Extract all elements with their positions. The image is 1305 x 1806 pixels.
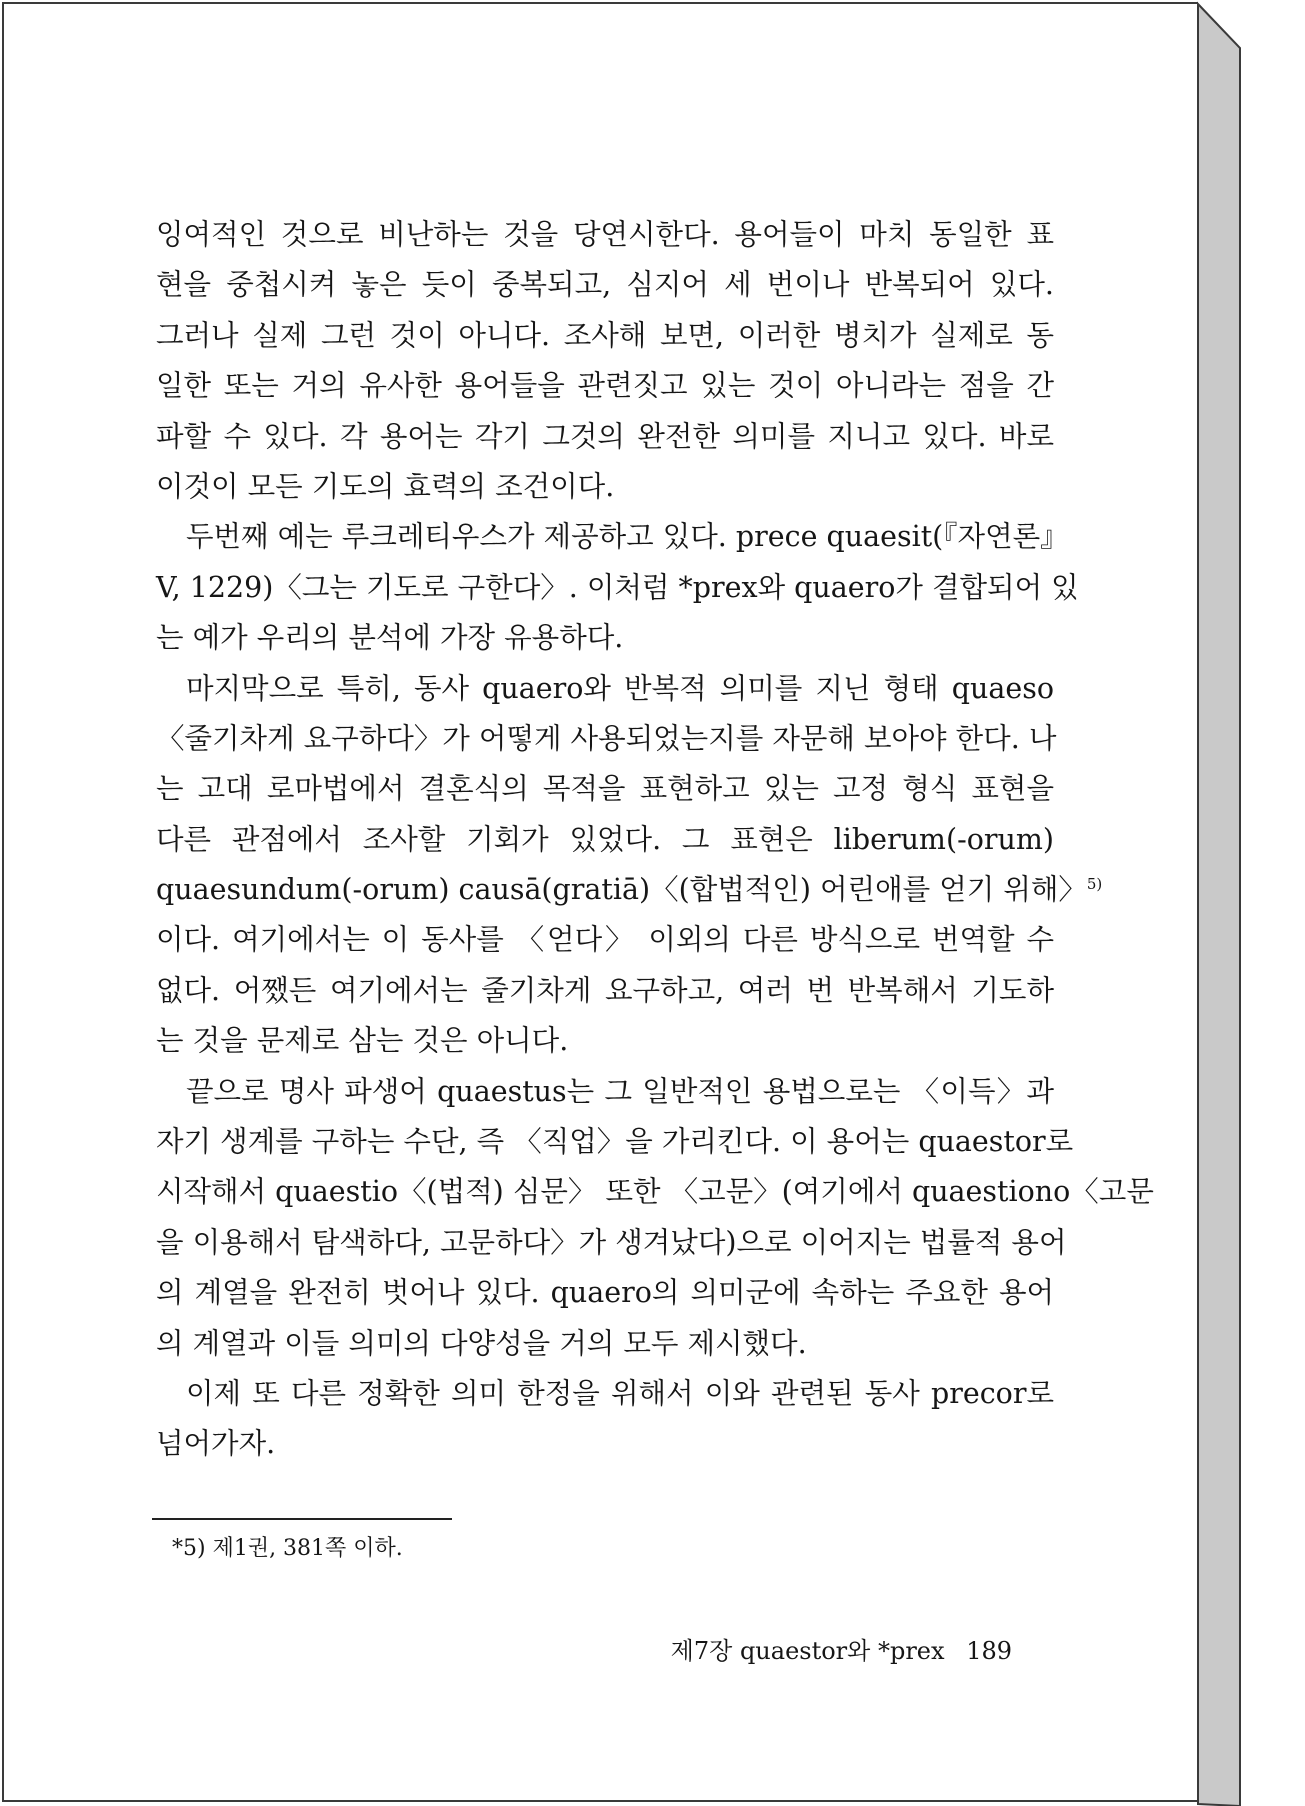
chapter-label: 제7장 [670,1637,733,1665]
running-footer [620,1634,1012,1668]
book-page [2,2,1198,1802]
body-line-21: 을 이용해서 탐색하다, 고문하다〉가 생겨났다)으로 이어지는 법률적 용어 [156,1225,1067,1259]
body-line-20: 시작해서 quaestio〈(법적) 심문〉 또한 〈고문〉(여기에서 quaestiono〈고문 [156,1175,1154,1209]
body-line-24: 이제 또 다른 정확한 의미 한정을 위해서 이와 관련된 동사 precor로 [186,1376,1054,1410]
body-line-3: 그러나 실제 그런 것이 아니다. 조사해 보면, 이러한 병치가 실제로 동 [156,318,1054,352]
body-line-14: quaesundum(-orum) causā(gratiā)〈(합법적인) 어린애를 얻기 위해〉$^{5)}$ [156,873,1103,907]
footnote: *5) 제1권, 381쪽 이하. [172,1536,403,1561]
body-line-13: 다른 관점에서 조사할 기회가 있었다. 그 표현은 liberum(-orum) [156,822,1054,856]
body-line-25: 넘어가자. [156,1427,276,1461]
body-line-19: 자기 생계를 구하는 수단, 즉 〈직업〉을 가리킨다. 이 용어는 quaestor로 [156,1125,1074,1159]
body-line-16: 없다. 어쨌든 여기에서는 줄기차게 요구하고, 여러 번 반복해서 기도하 [156,973,1054,1007]
body-text [156,210,1154,1470]
footnote-divider [152,1518,452,1520]
body-line-1: 잉여적인 것으로 비난하는 것을 당연시한다. 용어들이 마치 동일한 표 [156,218,1054,251]
body-line-6: 이것이 모든 기도의 효력의 조건이다. [156,469,615,503]
body-line-7: 두번째 예는 루크레티우스가 제공하고 있다. prece quaesit(『자연론』 [186,520,1069,554]
body-line-23: 의 계열과 이들 의미의 다양성을 거의 모두 제시했다. [156,1326,807,1360]
book-edge-face [1198,4,1240,1806]
page-number: 189 [966,1637,1012,1665]
chapter-title: quaestor와 *prex [739,1637,945,1665]
book-edge-gap [1241,0,1305,1806]
body-line-2: 현을 중첩시켜 놓은 듯이 중복되고, 심지어 세 번이나 반복되어 있다. [156,268,1054,302]
body-line-15: 이다. 여기에서는 이 동사를 〈얻다〉 이외의 다른 방식으로 번역할 수 [156,923,1054,957]
body-line-5: 파할 수 있다. 각 용어는 각기 그것의 완전한 의미를 지니고 있다. 바로 [156,419,1054,453]
body-line-22: 의 계열을 완전히 벗어나 있다. quaero의 의미군에 속하는 주요한 용어 [156,1276,1054,1310]
body-line-4: 일한 또는 거의 유사한 용어들을 관련짓고 있는 것이 아니라는 점을 간 [156,369,1054,403]
footnote-marker: 5) [1086,875,1103,894]
body-line-9: 는 예가 우리의 분석에 가장 유용하다. [156,621,624,655]
body-line-17: 는 것을 문제로 삼는 것은 아니다. [156,1024,569,1058]
body-line-8: V, 1229)〈그는 기도로 구한다〉. 이처럼 *prex와 quaero가 결합되어 있 [156,570,1079,604]
body-line-11: 〈줄기차게 요구하다〉가 어떻게 사용되었는지를 자문해 보아야 한다. 나 [156,721,1057,755]
body-line-18: 끝으로 명사 파생어 quaestus는 그 일반적인 용법으로는 〈이득〉과 [186,1074,1054,1108]
body-line-12: 는 고대 로마법에서 결혼식의 목적을 표현하고 있는 고정 형식 표현을 [156,772,1054,806]
body-line-10: 마지막으로 특히, 동사 quaero와 반복적 의미를 지닌 형태 quaeso [186,671,1054,705]
